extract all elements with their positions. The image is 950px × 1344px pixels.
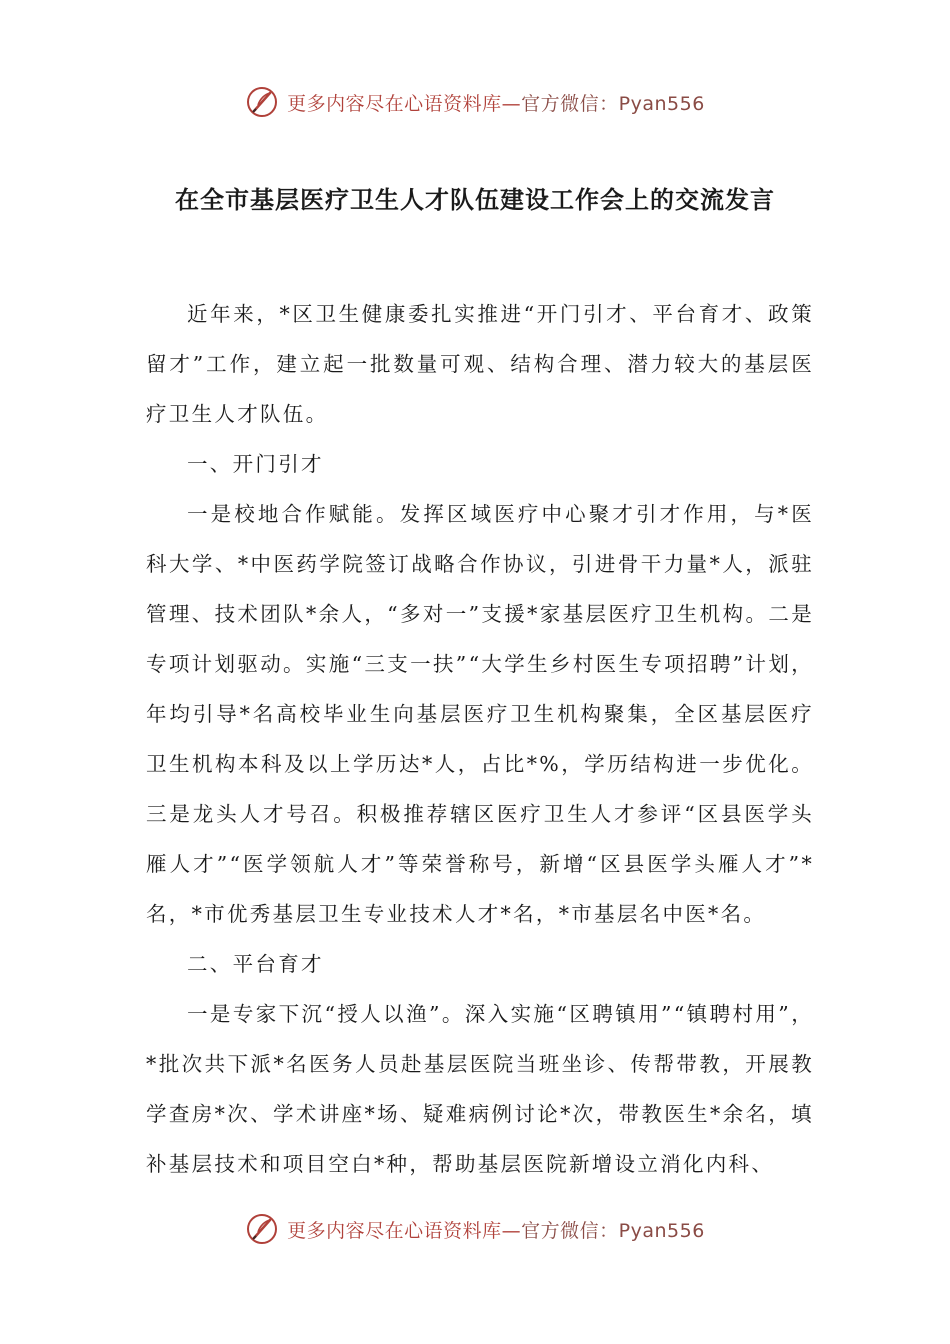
document-body bbox=[146, 289, 814, 1189]
page-title: 在全市基层医疗卫生人才队伍建设工作会上的交流发言 bbox=[175, 185, 775, 214]
body-paragraph: 一是校地合作赋能。发挥区域医疗中心聚才引才作用，与*医科大学、*中医药学院签订战略合作协议，引进骨干力量*人，派驻管理、技术团队*余人，“多对一”支援*家基层医疗卫生机构。二是专项计划驱动。实施“三支一扶”“大学生乡村医生专项招聘”计划，年均引导*名高校毕业生向基层医疗卫生机构聚集，全区基层医疗卫生机构本科及以上学历达*人，占比*%，学历结构进一步优化。三是龙头人才号召。积极推荐辖区医疗卫生人才参评“区县医学头雁人才”“医学领航人才”等荣誉称号，新增“区县医学头雁人才”*名，*市优秀基层卫生专业技术人才*名，*市基层名中医*名。 bbox=[146, 502, 814, 926]
body-paragraph: 一是专家下沉“授人以渔”。深入实施“区聘镇用”“镇聘村用”，*批次共下派*名医务人员赴基层医院当班坐诊、传帮带教，开展教学查房*次、学术讲座*场、疑难病例讨论*次，带教医生*余名，填补基层技术和项目空白*种，帮助基层医院新增设立消化内科、 bbox=[146, 1002, 814, 1176]
watermark-wechat: 官方微信：Pyan556 bbox=[521, 1219, 705, 1242]
watermark-site: 更多内容尽在心语资料库 bbox=[287, 1219, 502, 1242]
watermark-dash: — bbox=[501, 92, 522, 115]
section-heading-2: 二、平台育才 bbox=[187, 952, 324, 976]
watermark-text bbox=[287, 1216, 705, 1243]
watermark-wechat: 官方微信：Pyan556 bbox=[521, 92, 705, 115]
watermark-text bbox=[287, 89, 705, 116]
quill-logo-icon bbox=[245, 85, 279, 119]
watermark-site: 更多内容尽在心语资料库 bbox=[287, 92, 502, 115]
section-heading-1: 一、开门引才 bbox=[187, 452, 324, 476]
quill-logo-icon bbox=[245, 1212, 279, 1246]
header-watermark bbox=[0, 84, 950, 120]
watermark-dash: — bbox=[501, 1219, 522, 1242]
footer-watermark bbox=[0, 1211, 950, 1247]
intro-paragraph: 近年来，*区卫生健康委扎实推进“开门引才、平台育才、政策留才”工作，建立起一批数量可观、结构合理、潜力较大的基层医疗卫生人才队伍。 bbox=[146, 302, 814, 426]
